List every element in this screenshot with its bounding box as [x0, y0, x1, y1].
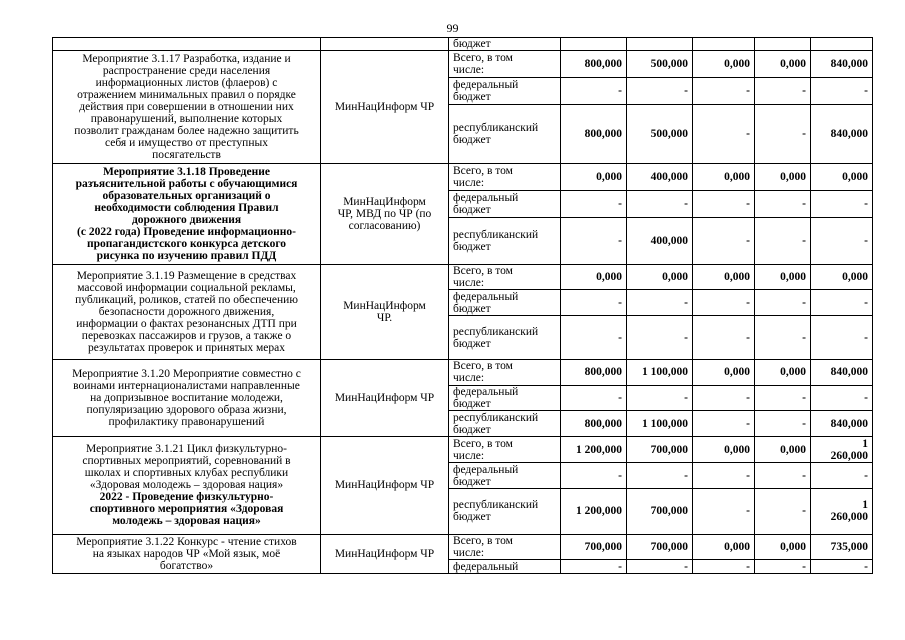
text-line: числе:	[453, 276, 485, 289]
value-cell: -	[755, 411, 811, 437]
value-cell: -	[561, 290, 627, 316]
value-cell: -	[627, 316, 693, 359]
event-line: богатство»	[159, 559, 214, 572]
value-cell: 0,000	[811, 264, 873, 290]
event-line: пропагандистского конкурса детского	[86, 237, 287, 250]
value-cell: -	[627, 190, 693, 217]
event-line: рисунка по изучению правил ПДД	[96, 249, 277, 262]
value-cell	[561, 38, 627, 51]
text-line: республиканский	[453, 499, 539, 512]
value-cell: -	[627, 463, 693, 489]
text-line: Всего, в том	[453, 534, 513, 547]
text-line: МинНацИнформ	[343, 195, 426, 208]
value-cell: -	[755, 560, 811, 574]
value-cell: -	[693, 411, 755, 437]
value-cell: -	[755, 190, 811, 217]
value-cell: 400,000	[627, 217, 693, 264]
funding-source	[449, 217, 561, 264]
executor	[321, 359, 449, 437]
value-cell: 800,000	[561, 359, 627, 385]
funding-source	[449, 104, 561, 164]
text-line: МинНацИнформ ЧР	[334, 547, 435, 560]
funding-source	[449, 411, 561, 437]
funding-source	[449, 463, 561, 489]
value-cell: 800,000	[561, 411, 627, 437]
table-row	[53, 38, 873, 51]
value-cell: -	[627, 78, 693, 105]
value-cell: 1 260,000	[811, 489, 873, 535]
value-cell: 800,000	[561, 51, 627, 78]
text-line: числе:	[453, 449, 485, 462]
event-line: дорожного движения	[131, 213, 242, 226]
value-cell: -	[755, 290, 811, 316]
text-line: Всего, в том	[453, 165, 513, 178]
executor	[321, 437, 449, 534]
event-line: профилактику правонарушений	[108, 416, 265, 429]
value-cell: 1 200,000	[561, 437, 627, 463]
text-line: МинНацИнформ ЧР	[334, 479, 435, 492]
event-description	[53, 164, 321, 264]
event-description	[53, 437, 321, 534]
text-line: бюджет	[453, 337, 491, 350]
text-line: Всего, в том	[453, 360, 513, 373]
event-line: безопасности дорожного движения,	[98, 305, 275, 318]
value-cell	[811, 38, 873, 51]
event-description	[53, 264, 321, 359]
event-line: Мероприятие 3.1.18 Проведение	[103, 165, 270, 178]
event-line: разъяснительной работы с обучающимися	[75, 177, 298, 190]
value-cell: -	[811, 217, 873, 264]
text-line: числе:	[453, 372, 485, 385]
value-cell: -	[755, 385, 811, 411]
funding-source	[449, 385, 561, 411]
event-line: отражением минимальных правил о порядке	[77, 89, 296, 102]
text-line: числе:	[453, 546, 485, 559]
value-cell: 0,000	[693, 164, 755, 191]
event-line: «Здоровая молодежь – здоровая нация»	[89, 479, 284, 492]
page-number: 99	[446, 21, 459, 35]
funding-source	[449, 290, 561, 316]
value-cell: 800,000	[561, 104, 627, 164]
value-cell: -	[627, 560, 693, 574]
text-line: федеральный	[453, 560, 519, 573]
event-description	[53, 51, 321, 164]
value-cell: -	[755, 104, 811, 164]
value-cell	[693, 38, 755, 51]
funding-source	[449, 164, 561, 191]
value-cell: 0,000	[693, 264, 755, 290]
value-cell: -	[811, 560, 873, 574]
executor	[321, 264, 449, 359]
text-line: республиканский	[453, 411, 539, 424]
value-cell: 700,000	[627, 437, 693, 463]
text-line: федеральный	[453, 191, 519, 204]
source-cell: бюджет	[449, 38, 561, 51]
value-cell: -	[561, 217, 627, 264]
event-line: образовательных организаций о	[102, 189, 271, 202]
event-line: результатах проверок и принятых мерах	[88, 341, 285, 354]
text-line: федеральный	[453, 386, 519, 399]
text-line: республиканский	[453, 121, 539, 134]
value-cell: 0,000	[693, 437, 755, 463]
event-cell	[53, 38, 321, 51]
text-line: федеральный	[453, 463, 519, 476]
value-cell: -	[811, 316, 873, 359]
event-line: необходимости соблюдения Правил	[94, 201, 279, 214]
event-line: публикаций, роликов, статей по обеспечению	[75, 293, 298, 306]
value-cell: -	[811, 190, 873, 217]
value-cell: -	[693, 104, 755, 164]
value-cell: 1 260,000	[811, 437, 873, 463]
value-cell: 0,000	[561, 164, 627, 191]
value-cell: -	[693, 463, 755, 489]
value-cell: -	[561, 78, 627, 105]
value-cell: -	[693, 290, 755, 316]
table-row	[53, 534, 873, 560]
event-line: Мероприятие 3.1.17 Разработка, издание и	[82, 53, 291, 66]
value-cell: -	[561, 463, 627, 489]
event-line: спортивных мероприятий, соревнований в	[82, 455, 291, 468]
value-cell: -	[693, 316, 755, 359]
text-line: МинНацИнформ ЧР	[334, 101, 435, 114]
text-line: бюджет	[453, 511, 491, 524]
funding-source	[449, 489, 561, 535]
event-line: Мероприятие 3.1.20 Мероприятие совместно с	[72, 368, 301, 381]
funding-source	[449, 51, 561, 78]
event-line: Мероприятие 3.1.22 Конкурс - чтение стихов	[76, 535, 297, 548]
value-cell: 700,000	[627, 534, 693, 560]
value-cell: 400,000	[627, 164, 693, 191]
value-cell: 0,000	[755, 51, 811, 78]
event-line: распространение среди населения	[102, 65, 271, 78]
event-description	[53, 534, 321, 573]
table-row	[53, 164, 873, 191]
event-line: 2022 - Проведение физкультурно-	[99, 491, 274, 504]
value-cell: 735,000	[811, 534, 873, 560]
value-cell: -	[755, 78, 811, 105]
text-line: бюджет	[453, 475, 491, 488]
event-line: молодежь – здоровая нация»	[112, 515, 261, 528]
text-line: федеральный	[453, 290, 519, 303]
value-cell: 1 200,000	[561, 489, 627, 535]
text-line: МинНацИнформ	[343, 299, 426, 312]
text-line: Всего, в том	[453, 264, 513, 277]
funding-source	[449, 560, 561, 574]
value-cell: -	[693, 190, 755, 217]
value-cell: 840,000	[811, 51, 873, 78]
value-cell: -	[561, 316, 627, 359]
event-line: информационных листов (флаеров) с	[95, 77, 278, 90]
value-cell: -	[755, 217, 811, 264]
value-cell: -	[627, 385, 693, 411]
text-line: бюджет	[453, 398, 491, 411]
text-line: республиканский	[453, 228, 539, 241]
value-cell	[627, 38, 693, 51]
text-line: Всего, в том	[453, 52, 513, 65]
text-line: Всего, в том	[453, 437, 513, 450]
event-description	[53, 359, 321, 437]
value-cell: -	[811, 78, 873, 105]
value-cell: 1 100,000	[627, 359, 693, 385]
funding-source	[449, 437, 561, 463]
table-row	[53, 437, 873, 463]
event-line: Мероприятие 3.1.21 Цикл физкультурно-	[86, 443, 287, 456]
event-line: воинами интернационалистами направленные	[73, 380, 300, 393]
event-line: спортивного мероприятия «Здоровая	[89, 503, 284, 516]
value-cell: -	[693, 489, 755, 535]
value-cell: 500,000	[627, 51, 693, 78]
value-cell: -	[693, 385, 755, 411]
funding-source	[449, 190, 561, 217]
text-line: бюджет	[453, 423, 491, 436]
text-line: числе:	[453, 64, 485, 77]
event-line: действия при совершении в отношении них	[79, 101, 294, 114]
executor-cell	[321, 38, 449, 51]
event-line: Мероприятие 3.1.19 Размещение в средствах	[76, 269, 297, 282]
table-row	[53, 264, 873, 290]
text-line: ЧР.	[376, 311, 393, 324]
event-line: перевозках пассажиров и грузов, а также о	[81, 329, 292, 342]
value-cell: 840,000	[811, 411, 873, 437]
funding-source	[449, 264, 561, 290]
executor	[321, 164, 449, 264]
text-line: ЧР, МВД по ЧР (по	[337, 207, 432, 220]
event-line: информации о фактах резонансных ДТП при	[76, 317, 297, 330]
value-cell: 0,000	[811, 164, 873, 191]
event-line: на языках народов ЧР «Мой язык, моё	[92, 547, 281, 560]
funding-source	[449, 316, 561, 359]
executor	[321, 51, 449, 164]
text-line: федеральный	[453, 78, 519, 91]
value-cell: 0,000	[755, 534, 811, 560]
value-cell: 0,000	[693, 359, 755, 385]
value-cell: -	[561, 190, 627, 217]
value-cell: -	[755, 463, 811, 489]
event-line: популяризацию здорового образа жизни,	[86, 404, 287, 417]
executor	[321, 534, 449, 573]
event-line: массовой информации социальной рекламы,	[77, 281, 296, 294]
event-line: себя и имущество от преступных	[105, 137, 268, 150]
event-line: на допризывное воспитание молодежи,	[90, 392, 283, 405]
text-line: бюджет	[453, 203, 491, 216]
event-line: правонарушений, выполнение которых	[90, 113, 283, 126]
value-cell: 1 100,000	[627, 411, 693, 437]
budget-table	[52, 37, 873, 574]
value-cell: -	[693, 78, 755, 105]
table-row	[53, 51, 873, 78]
text-line: числе:	[453, 177, 485, 190]
event-line: позволит гражданам более надежно защитить	[74, 125, 299, 138]
text-line: бюджет	[453, 90, 491, 103]
text-line: бюджет	[453, 302, 491, 315]
table-row	[53, 359, 873, 385]
funding-source	[449, 78, 561, 105]
event-line: посягательств	[152, 149, 221, 162]
text-line: бюджет	[453, 240, 491, 253]
value-cell: -	[755, 489, 811, 535]
funding-source	[449, 534, 561, 560]
value-cell: 840,000	[811, 104, 873, 164]
value-cell: 700,000	[627, 489, 693, 535]
value-cell: -	[693, 560, 755, 574]
value-cell: -	[561, 560, 627, 574]
value-cell: 0,000	[693, 51, 755, 78]
value-cell	[755, 38, 811, 51]
text-line: МинНацИнформ ЧР	[334, 392, 435, 405]
value-cell: 0,000	[755, 359, 811, 385]
value-cell: 0,000	[755, 437, 811, 463]
text-line: республиканский	[453, 325, 539, 338]
value-cell: 500,000	[627, 104, 693, 164]
value-cell: 0,000	[627, 264, 693, 290]
value-cell: -	[755, 316, 811, 359]
value-cell: 840,000	[811, 359, 873, 385]
value-cell: -	[693, 217, 755, 264]
value-cell: 0,000	[755, 164, 811, 191]
event-line: школах и спортивных клубах республики	[84, 467, 289, 480]
value-cell: -	[811, 290, 873, 316]
value-cell: 0,000	[755, 264, 811, 290]
value-cell: -	[627, 290, 693, 316]
text-line: согласованию)	[348, 219, 421, 232]
value-cell: 700,000	[561, 534, 627, 560]
value-cell: -	[561, 385, 627, 411]
funding-source	[449, 359, 561, 385]
value-cell: -	[811, 463, 873, 489]
value-cell: 0,000	[561, 264, 627, 290]
event-line: (с 2022 года) Проведение информационно-	[77, 225, 296, 238]
value-cell: 0,000	[693, 534, 755, 560]
text-line: бюджет	[453, 133, 491, 146]
value-cell: -	[811, 385, 873, 411]
